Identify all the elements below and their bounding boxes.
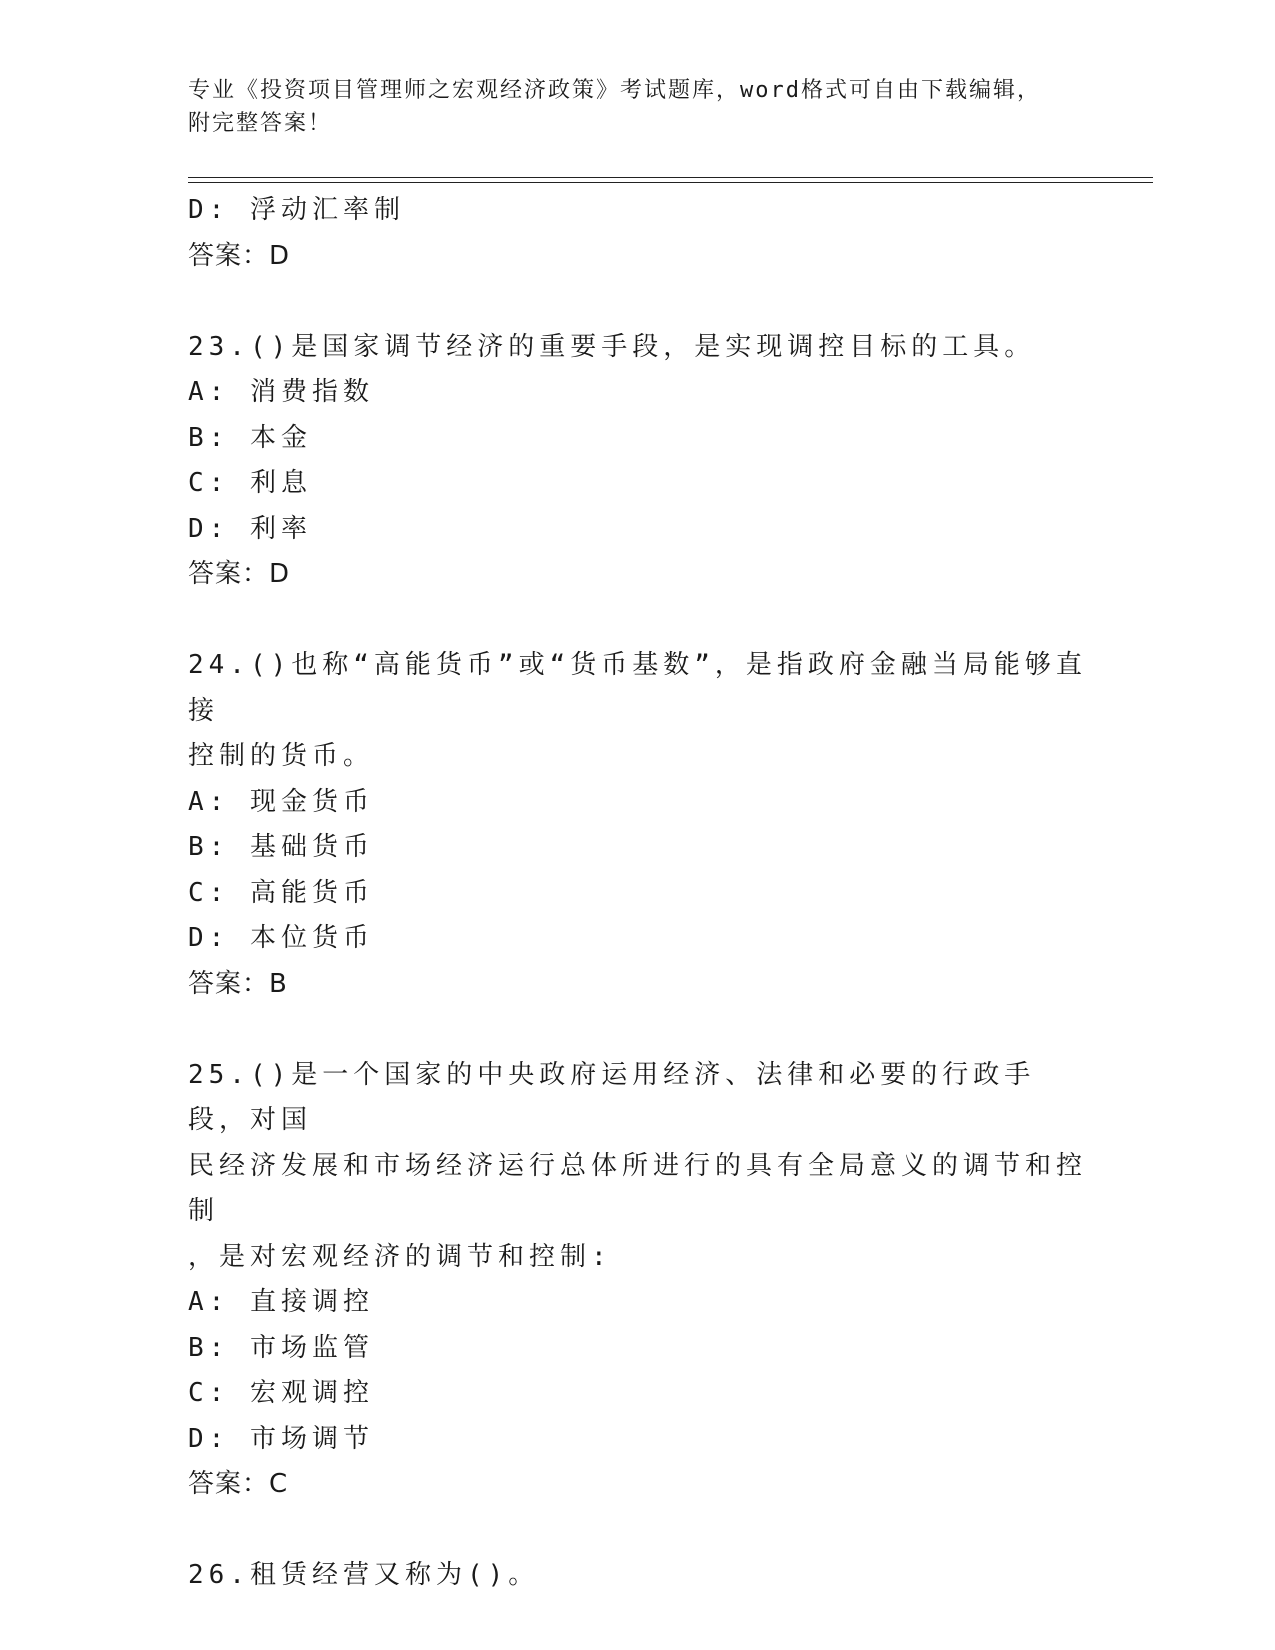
option-c: C: 高能货币 xyxy=(188,877,374,908)
document-header xyxy=(188,74,1088,140)
question-block-23 xyxy=(188,325,1088,598)
option-d: D: 浮动汇率制 xyxy=(188,195,405,225)
header-line-1: 专业《投资项目管理师之宏观经济政策》考试题库，word格式可自由下载编辑， xyxy=(188,78,1041,103)
option-c: C: 宏观调控 xyxy=(188,1378,374,1408)
question-stem-line-2: 控制的货币。 xyxy=(188,741,375,771)
question-stem-line-1: 25.()是一个国家的中央政府运用经济、法律和必要的行政手段，对国 xyxy=(188,1059,1036,1135)
spacer xyxy=(188,1508,1088,1554)
spacer xyxy=(188,598,1088,644)
question-stem: 26.租赁经营又称为()。 xyxy=(188,1560,540,1590)
option-b: B: 市场监管 xyxy=(188,1332,374,1363)
option-c: C: 利息 xyxy=(188,468,312,498)
answer-line: 答案：B xyxy=(188,968,288,999)
option-d: D: 本位货币 xyxy=(188,923,374,953)
option-a: A: 现金货币 xyxy=(188,786,374,817)
answer-line: 答案：D xyxy=(188,559,291,589)
question-stem-line-3: ，是对宏观经济的调节和控制: xyxy=(188,1241,612,1272)
question-stem: 23.()是国家调节经济的重要手段，是实现调控目标的工具。 xyxy=(188,331,1036,362)
question-block-prev xyxy=(188,188,1088,279)
option-a: A: 消费指数 xyxy=(188,377,374,407)
option-b: B: 本金 xyxy=(188,422,312,453)
option-a: A: 直接调控 xyxy=(188,1287,374,1317)
question-block-26 xyxy=(188,1553,1088,1599)
question-block-25 xyxy=(188,1053,1088,1508)
header-line-2: 附完整答案！ xyxy=(188,111,333,136)
spacer xyxy=(188,1007,1088,1053)
question-stem-line-1: 24.()也称“高能货币”或“货币基数”，是指政府金融当局能够直接 xyxy=(188,650,1087,726)
answer-line: 答案：C xyxy=(188,1469,289,1499)
question-stem-line-2: 民经济发展和市场经济运行总体所进行的具有全局意义的调节和控制 xyxy=(188,1150,1088,1226)
spacer xyxy=(188,279,1088,325)
option-d: D: 市场调节 xyxy=(188,1423,374,1454)
header-divider-bottom xyxy=(188,182,1153,183)
question-block-24 xyxy=(188,643,1088,1007)
header-divider-top xyxy=(188,177,1153,178)
answer-line: 答案：D xyxy=(188,240,291,271)
option-d: D: 利率 xyxy=(188,513,312,544)
question-list xyxy=(188,188,1088,1599)
option-b: B: 基础货币 xyxy=(188,832,374,862)
